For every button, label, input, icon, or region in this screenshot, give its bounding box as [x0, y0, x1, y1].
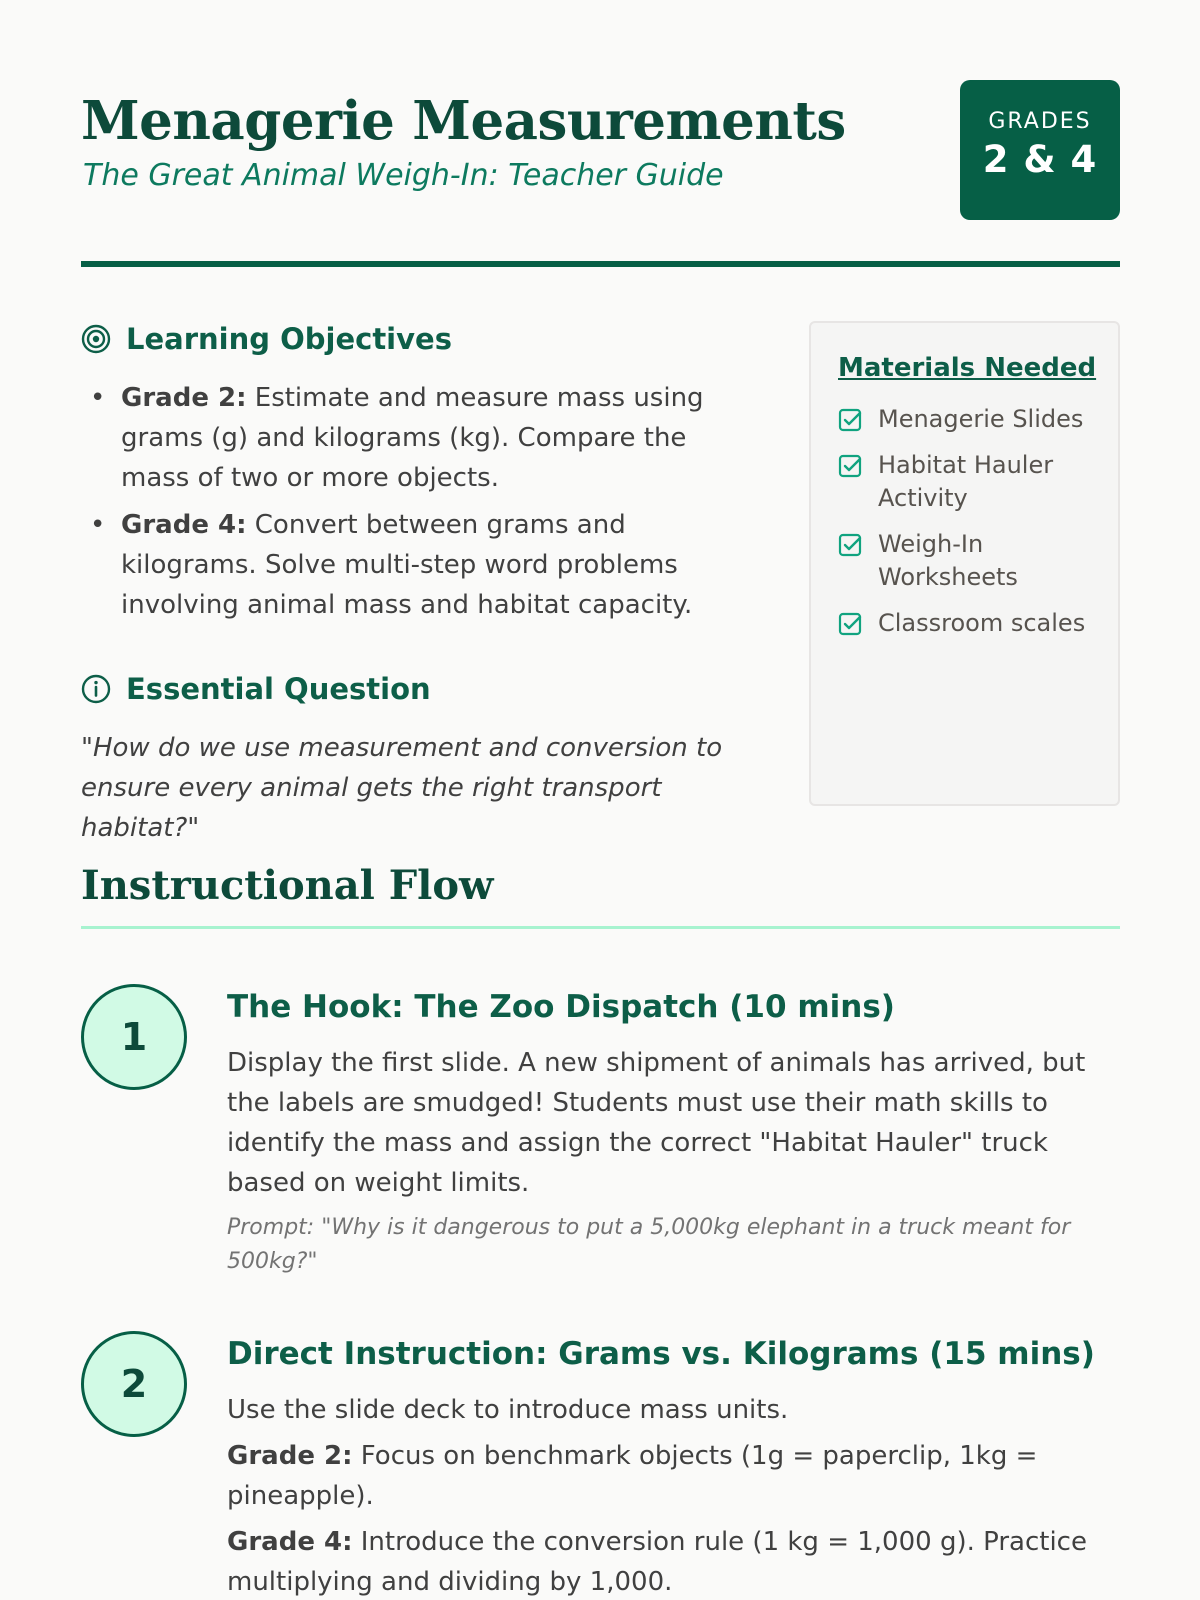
- header-divider: [81, 261, 1120, 267]
- checkbox-checked-icon: [838, 533, 862, 557]
- objective-text: Convert between grams and kilograms. Solve multi-step word problems involving animal mass and habitat capacity.: [121, 510, 693, 620]
- materials-heading: Materials Needed: [838, 353, 1097, 383]
- step-title: The Hook: The Zoo Dispatch (10 mins): [227, 989, 895, 1025]
- checkbox-checked-icon: [838, 612, 862, 636]
- step-number-badge: 2: [81, 1331, 187, 1437]
- step-description: Use the slide deck to introduce mass units.: [227, 1395, 789, 1425]
- material-label: Habitat Hauler Activity: [878, 451, 1054, 512]
- objective-text: Estimate and measure mass using grams (g) and kilograms (kg). Compare the mass of two or more objects.: [121, 383, 704, 493]
- grade-2-note: [227, 1436, 1120, 1516]
- step-description: Display the first slide. A new shipment of animals has arrived, but the labels are smudged! Students must use their math skills to identify the mass and assign the correct "Habitat Hauler" truck based on weight limits.: [227, 1048, 1086, 1198]
- objectives-heading: [81, 322, 452, 356]
- grade-note-text: Focus on benchmark objects (1g = paperclip, 1kg = pineapple).: [227, 1441, 1038, 1511]
- grade-note-text: Introduce the conversion rule (1 kg = 1,000 g). Practice multiplying and dividing by 1,000.: [227, 1527, 1087, 1597]
- step-1: [227, 987, 1120, 1279]
- grade-badge-value: 2 & 4: [982, 138, 1098, 181]
- materials-card: [809, 321, 1120, 806]
- material-label: Weigh-In Worksheets: [878, 530, 1018, 591]
- page-header: [81, 80, 1120, 220]
- objectives-list: [81, 378, 761, 632]
- essential-question-heading-text: Essential Question: [126, 672, 431, 706]
- grade-label: Grade 4:: [121, 510, 247, 540]
- list-item: [81, 505, 761, 625]
- list-item: [81, 378, 761, 498]
- instructional-flow-heading: Instructional Flow: [81, 862, 494, 909]
- grade-label: Grade 2:: [121, 383, 247, 413]
- page-subtitle: The Great Animal Weigh-In: Teacher Guide: [83, 158, 724, 193]
- checkbox-checked-icon: [838, 454, 862, 478]
- grade-badge-label: GRADES: [988, 109, 1092, 134]
- material-label: Menagerie Slides: [878, 405, 1084, 433]
- essential-question-text: "How do we use measurement and conversion to ensure every animal gets the right transport habitat?": [81, 733, 723, 843]
- objectives-heading-text: Learning Objectives: [126, 322, 452, 356]
- essential-question-heading: [81, 672, 431, 706]
- target-icon: [81, 324, 111, 354]
- grade-label: Grade 4:: [227, 1527, 353, 1557]
- page-title: Menagerie Measurements: [81, 90, 846, 152]
- list-item: [838, 449, 1108, 515]
- flow-divider: [81, 926, 1120, 929]
- checkbox-checked-icon: [838, 408, 862, 432]
- grade-badge: [960, 80, 1120, 220]
- list-item: [838, 528, 1108, 594]
- step-prompt: Prompt: "Why is it dangerous to put a 5,000kg elephant in a truck meant for 500kg?": [227, 1215, 1071, 1274]
- list-item: [838, 607, 1108, 640]
- material-label: Classroom scales: [878, 609, 1086, 637]
- step-title: Direct Instruction: Grams vs. Kilograms (15 mins): [227, 1336, 1095, 1372]
- list-item: [838, 403, 1108, 436]
- grade-4-note: [227, 1522, 1120, 1600]
- step-2: [227, 1334, 1120, 1600]
- step-number-badge: 1: [81, 984, 187, 1090]
- materials-list: [838, 403, 1108, 653]
- grade-label: Grade 2:: [227, 1441, 353, 1471]
- info-icon: [81, 674, 111, 704]
